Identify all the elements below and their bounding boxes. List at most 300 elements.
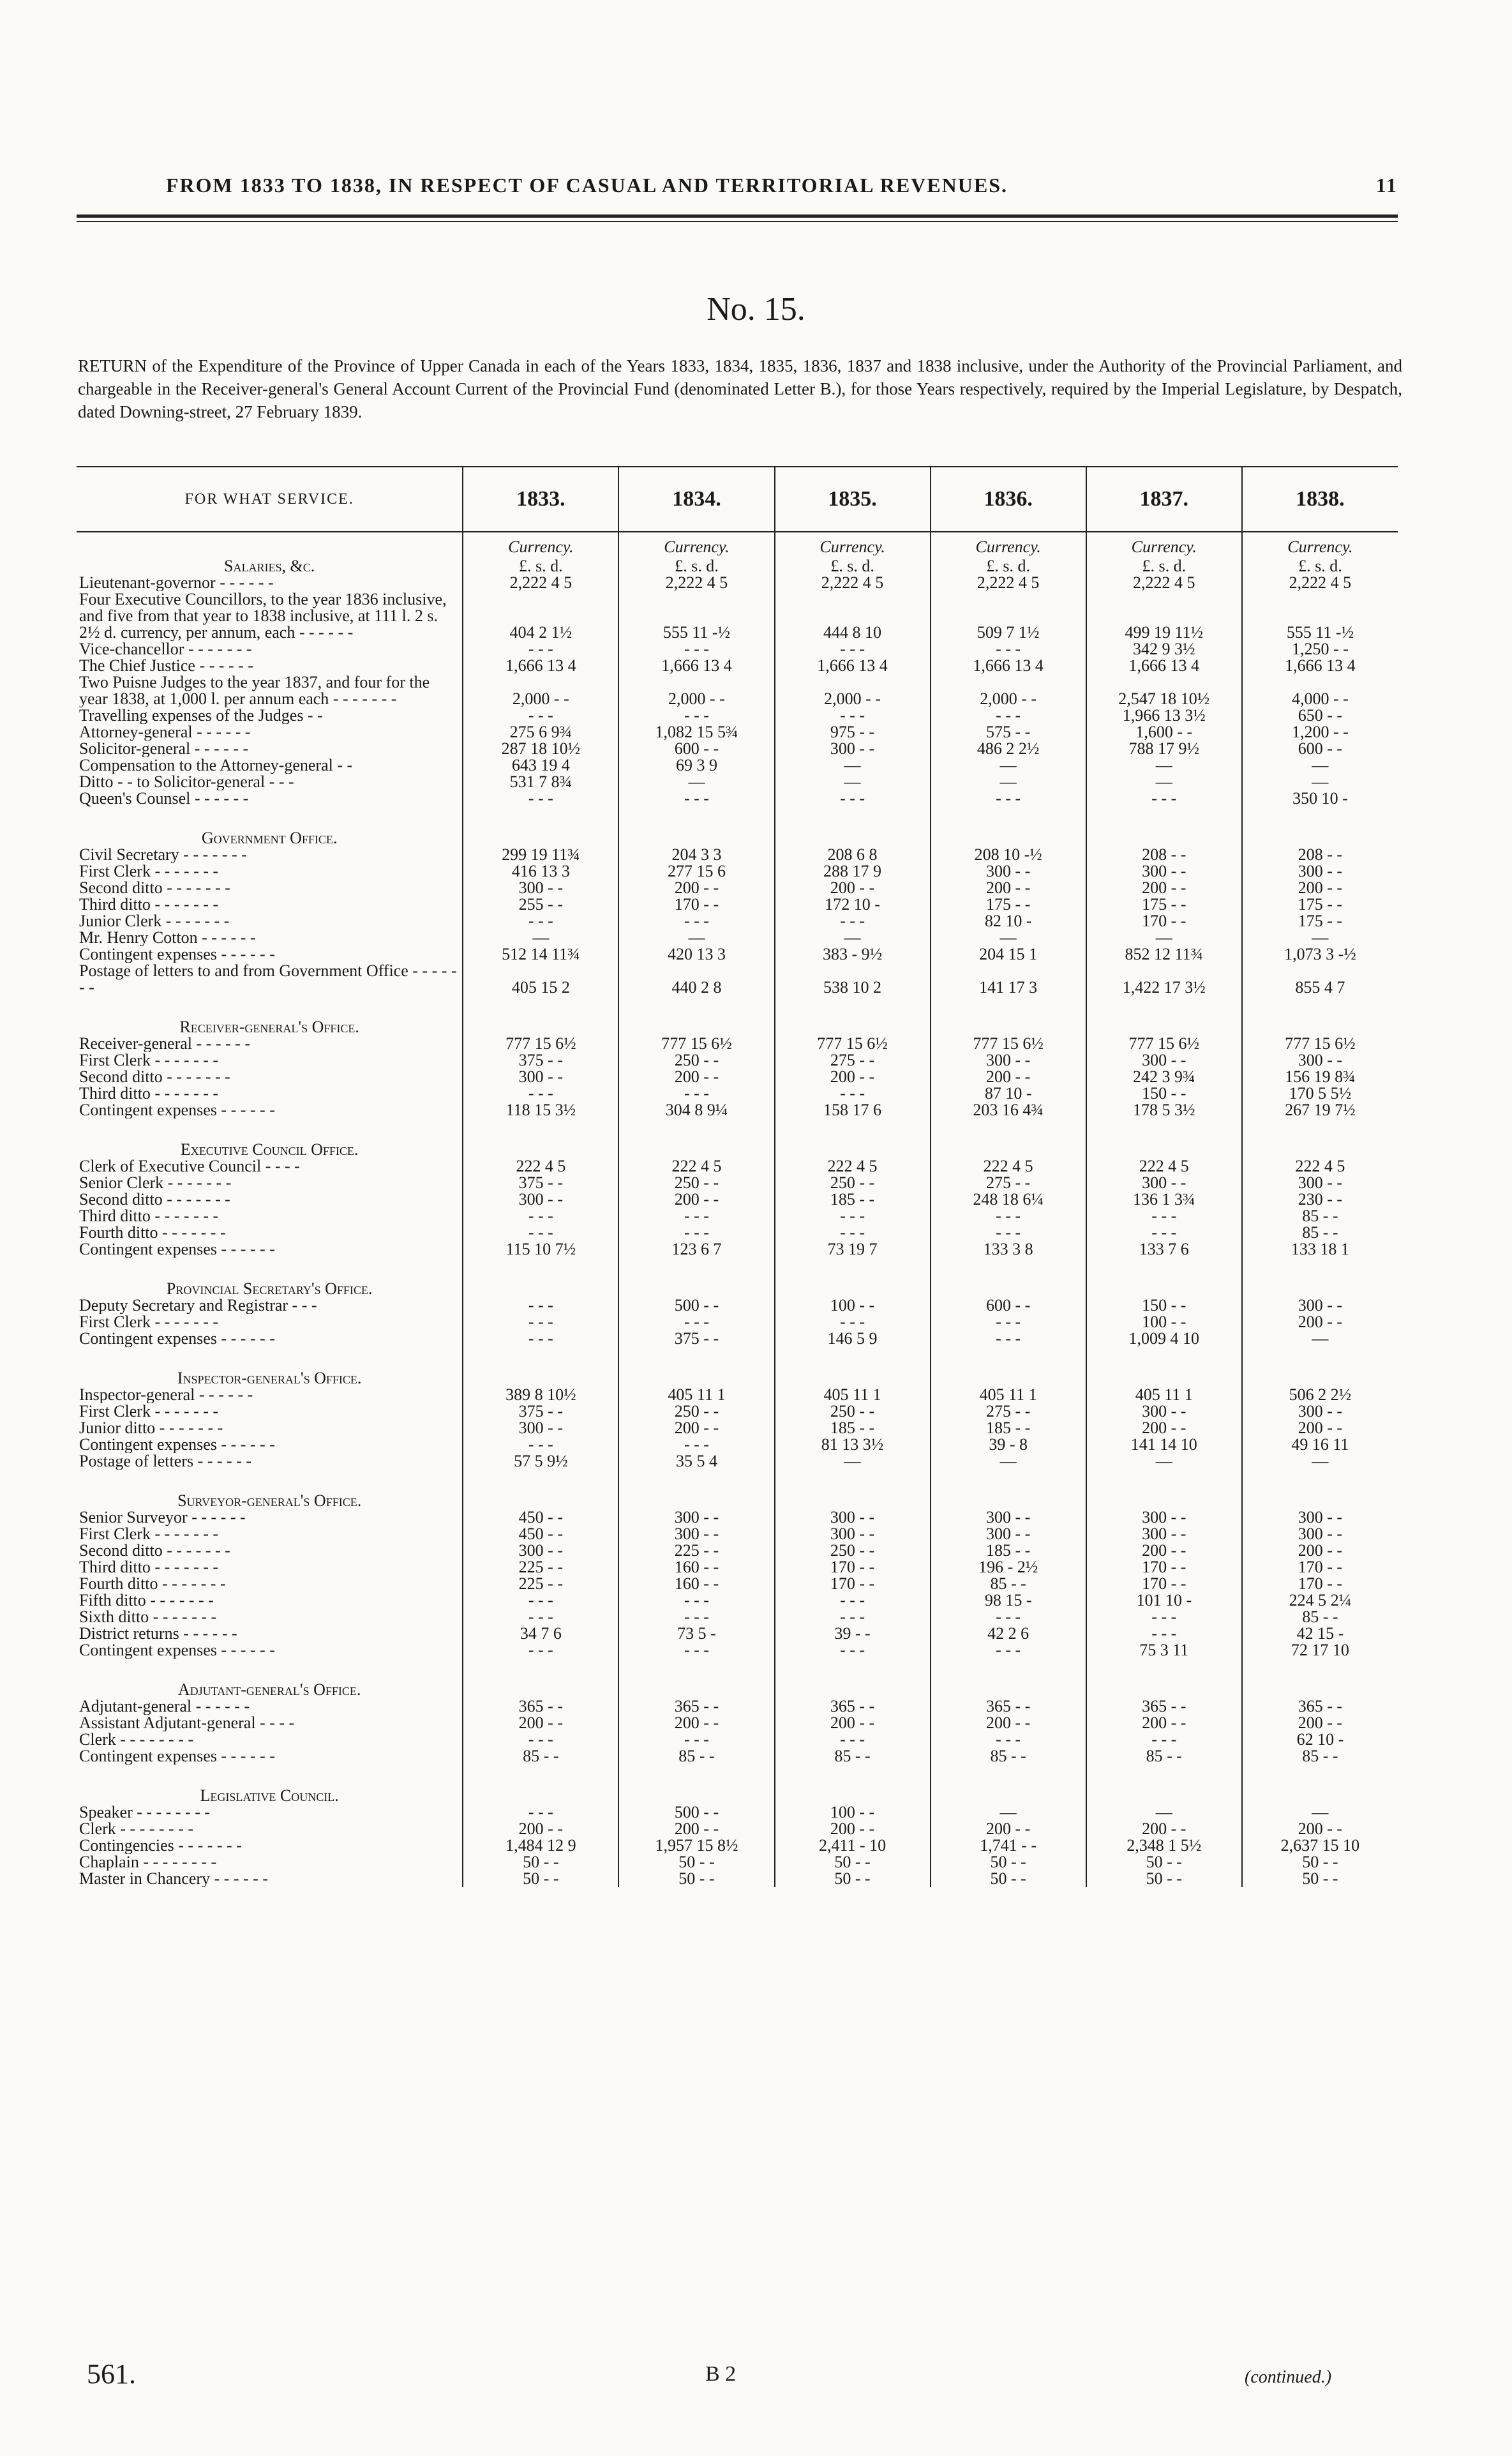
amount-cell: 42 2 6 <box>931 1625 1086 1642</box>
unit-label: £. s. d. <box>775 555 931 575</box>
amount-cell: 405 15 2 <box>463 963 618 996</box>
table-row <box>77 1052 1398 1069</box>
amount-cell: 50 - - <box>1086 1871 1242 1887</box>
amount-cell: 225 - - <box>463 1559 618 1576</box>
table-row <box>77 707 1398 724</box>
intro-paragraph: RETURN of the Expenditure of the Province of Upper Canada in each of the Years 1833, 1834, 1835, 1836, 1837 and 1838 inclusive, under the Authority of the Provincial Parliament, and chargeable in the Receiver-general's General Account Current of the Provincial Fund (denominated Letter B.), for those Years respectively, required by the Imperial Legislature, by Despatch, dated Downing-street, 27 February 1839. <box>78 356 1402 421</box>
table-row <box>77 1387 1398 1403</box>
table-row <box>77 1526 1398 1542</box>
amount-cell: - - - <box>618 1731 774 1748</box>
table-row <box>77 1559 1398 1576</box>
amount-cell: — <box>618 774 774 790</box>
amount-cell: - - - <box>618 1609 774 1625</box>
amount-cell: 133 18 1 <box>1242 1241 1398 1258</box>
amount-cell: 250 - - <box>775 1175 931 1191</box>
table-row <box>77 896 1398 913</box>
amount-cell: 2,222 4 5 <box>775 575 931 591</box>
amount-cell: 1,741 - - <box>931 1837 1086 1854</box>
amount-cell: - - - <box>618 790 774 807</box>
amount-cell: 200 - - <box>1242 1314 1398 1330</box>
amount-cell: 200 - - <box>775 1715 931 1731</box>
amount-cell: 208 6 8 <box>775 847 931 863</box>
amount-cell: 1,422 17 3½ <box>1086 963 1242 996</box>
amount-cell: - - - <box>618 1208 774 1224</box>
table-row <box>77 790 1398 807</box>
table-row <box>77 1698 1398 1715</box>
amount-cell: 200 - - <box>1086 1715 1242 1731</box>
section-heading: Legislative Council. <box>200 1786 339 1804</box>
amount-cell: 85 - - <box>1242 1208 1398 1224</box>
page-header <box>166 174 1398 199</box>
row-label: Second ditto - - - - - - - <box>79 1069 230 1085</box>
amount-cell: 250 - - <box>775 1403 931 1420</box>
amount-cell: 288 17 9 <box>775 863 931 880</box>
amount-cell: 2,000 - - <box>618 674 774 707</box>
amount-cell: 300 - - <box>618 1509 774 1526</box>
amount-cell: - - - <box>1086 1731 1242 1748</box>
amount-cell: 123 6 7 <box>618 1241 774 1258</box>
row-label: Civil Secretary - - - - - - - <box>79 847 247 863</box>
amount-cell: - - - <box>775 1592 931 1609</box>
amount-cell: 1,009 4 10 <box>1086 1330 1242 1347</box>
section-heading: Executive Council Office. <box>180 1140 359 1158</box>
amount-cell: 777 15 6½ <box>931 1036 1086 1052</box>
amount-cell: 300 - - <box>1242 1297 1398 1314</box>
table-row <box>77 1837 1398 1854</box>
row-label: First Clerk - - - - - - - <box>79 863 219 880</box>
amount-cell: - - - <box>931 641 1086 658</box>
amount-cell: - - - <box>1086 790 1242 807</box>
amount-cell: 555 11 -½ <box>1242 591 1398 641</box>
amount-cell: — <box>1086 1453 1242 1470</box>
amount-cell: 170 - - <box>1086 913 1242 930</box>
table-row <box>77 1069 1398 1085</box>
amount-cell: — <box>1242 930 1398 946</box>
amount-cell: 499 19 11½ <box>1086 591 1242 641</box>
row-label: Two Puisne Judges to the year 1837, and four for the year 1838, at 1,000 l. per annum each - - - - - - - <box>79 674 430 707</box>
amount-cell: - - - <box>463 1297 618 1314</box>
amount-cell: 98 15 - <box>931 1592 1086 1609</box>
amount-cell: 600 - - <box>1242 741 1398 757</box>
amount-cell: 852 12 11¾ <box>1086 946 1242 963</box>
amount-cell: 200 - - <box>1242 1715 1398 1731</box>
amount-cell: 50 - - <box>931 1871 1086 1887</box>
amount-cell: 531 7 8¾ <box>463 774 618 790</box>
amount-cell: 300 - - <box>463 1542 618 1559</box>
amount-cell: 118 15 3½ <box>463 1102 618 1119</box>
amount-cell: - - - <box>463 1731 618 1748</box>
amount-cell: 200 - - <box>618 1715 774 1731</box>
row-label: Junior Clerk - - - - - - - <box>79 913 230 930</box>
amount-cell: - - - <box>463 707 618 724</box>
amount-cell: 100 - - <box>775 1804 931 1821</box>
amount-cell: 150 - - <box>1086 1085 1242 1102</box>
amount-cell: 200 - - <box>1242 1420 1398 1436</box>
amount-cell: 242 3 9¾ <box>1086 1069 1242 1085</box>
page-number: 11 <box>1375 174 1398 197</box>
amount-cell: 208 - - <box>1242 847 1398 863</box>
amount-cell: - - - <box>931 1731 1086 1748</box>
currency-label: Currency. <box>1242 532 1398 555</box>
year-header: 1833. <box>463 467 618 532</box>
row-label: Junior ditto - - - - - - - <box>79 1420 223 1436</box>
amount-cell: 170 - - <box>775 1559 931 1576</box>
expenditure-table <box>77 466 1398 1887</box>
amount-cell: 365 - - <box>775 1698 931 1715</box>
amount-cell: — <box>618 930 774 946</box>
amount-cell: 224 5 2¼ <box>1242 1592 1398 1609</box>
row-label: First Clerk - - - - - - - <box>79 1403 219 1420</box>
amount-cell: - - - <box>775 1642 931 1659</box>
section-heading: Provincial Secretary's Office. <box>166 1279 373 1297</box>
table-row <box>77 1804 1398 1821</box>
amount-cell: 185 - - <box>931 1420 1086 1436</box>
amount-cell: 200 - - <box>618 1821 774 1837</box>
amount-cell: 85 - - <box>931 1576 1086 1592</box>
amount-cell: 1,666 13 4 <box>775 658 931 674</box>
amount-cell: 300 - - <box>931 1509 1086 1526</box>
section-heading: Receiver-general's Office. <box>179 1018 359 1036</box>
amount-cell: 1,073 3 -½ <box>1242 946 1398 963</box>
amount-cell: 175 - - <box>1242 913 1398 930</box>
amount-cell: 500 - - <box>618 1297 774 1314</box>
row-label: Sixth ditto - - - - - - - <box>79 1609 217 1625</box>
amount-cell: 170 - - <box>618 896 774 913</box>
amount-cell: 75 3 11 <box>1086 1642 1242 1659</box>
amount-cell: - - - <box>775 707 931 724</box>
amount-cell: 200 - - <box>618 1420 774 1436</box>
amount-cell: 200 - - <box>931 880 1086 896</box>
amount-cell: 440 2 8 <box>618 963 774 996</box>
amount-cell: 208 - - <box>1086 847 1242 863</box>
year-header: 1835. <box>775 467 931 532</box>
amount-cell: 101 10 - <box>1086 1592 1242 1609</box>
table-row <box>77 1453 1398 1470</box>
amount-cell: 275 - - <box>931 1403 1086 1420</box>
amount-cell: 156 19 8¾ <box>1242 1069 1398 1085</box>
amount-cell: - - - <box>775 790 931 807</box>
section-row <box>77 1258 1398 1297</box>
amount-cell: 575 - - <box>931 724 1086 741</box>
amount-cell: 512 14 11¾ <box>463 946 618 963</box>
amount-cell: - - - <box>775 1609 931 1625</box>
row-label: Third ditto - - - - - - - <box>79 1208 219 1224</box>
amount-cell: 200 - - <box>1086 1542 1242 1559</box>
amount-cell: — <box>775 930 931 946</box>
row-label: Four Executive Councillors, to the year 1836 inclusive, and five from that year to 1838 inclusive, at 111 l. 2 s. 2½ d. currency, per annum, each - - - - - - <box>79 591 447 641</box>
amount-cell: 50 - - <box>463 1854 618 1871</box>
amount-cell: 200 - - <box>931 1821 1086 1837</box>
currency-row <box>77 532 1398 555</box>
amount-cell: 777 15 6½ <box>775 1036 931 1052</box>
amount-cell: - - - <box>618 641 774 658</box>
amount-cell: 39 - - <box>775 1625 931 1642</box>
amount-cell: 375 - - <box>618 1330 774 1347</box>
amount-cell: - - - <box>775 1314 931 1330</box>
amount-cell: - - - <box>931 1642 1086 1659</box>
amount-cell: 85 - - <box>775 1748 931 1765</box>
amount-cell: 389 8 10½ <box>463 1387 618 1403</box>
row-label: Travelling expenses of the Judges - - <box>79 707 323 724</box>
currency-label: Currency. <box>931 532 1086 555</box>
amount-cell: 170 - - <box>1242 1559 1398 1576</box>
amount-cell: - - - <box>775 1731 931 1748</box>
table-body <box>77 532 1398 1887</box>
amount-cell: 50 - - <box>1086 1854 1242 1871</box>
amount-cell: 1,484 12 9 <box>463 1837 618 1854</box>
amount-cell: - - - <box>931 790 1086 807</box>
amount-cell: 365 - - <box>618 1698 774 1715</box>
amount-cell: 299 19 11¾ <box>463 847 618 863</box>
amount-cell: 185 - - <box>775 1191 931 1208</box>
amount-cell: - - - <box>931 1208 1086 1224</box>
amount-cell: 50 - - <box>1242 1871 1398 1887</box>
amount-cell: 1,666 13 4 <box>463 658 618 674</box>
amount-cell: 50 - - <box>618 1871 774 1887</box>
table-row <box>77 1592 1398 1609</box>
row-label: Attorney-general - - - - - - <box>79 724 251 741</box>
amount-cell: 450 - - <box>463 1509 618 1526</box>
amount-cell: 365 - - <box>931 1698 1086 1715</box>
table-row <box>77 1625 1398 1642</box>
amount-cell: 62 10 - <box>1242 1731 1398 1748</box>
table-row <box>77 575 1398 591</box>
row-label: Senior Surveyor - - - - - - <box>79 1509 246 1526</box>
table-row <box>77 1871 1398 1887</box>
amount-cell: - - - <box>775 641 931 658</box>
amount-cell: 375 - - <box>463 1052 618 1069</box>
amount-cell: 250 - - <box>618 1403 774 1420</box>
amount-cell: 304 8 9¼ <box>618 1102 774 1119</box>
row-label: Chaplain - - - - - - - - <box>79 1854 217 1871</box>
unit-label: £. s. d. <box>463 555 618 575</box>
amount-cell: - - - <box>931 1314 1086 1330</box>
amount-cell: - - - <box>618 707 774 724</box>
amount-cell: 73 19 7 <box>775 1241 931 1258</box>
row-label: Contingent expenses - - - - - - <box>79 1642 275 1659</box>
amount-cell: — <box>775 774 931 790</box>
row-label: Contingent expenses - - - - - - <box>79 946 275 963</box>
amount-cell: - - - <box>463 1592 618 1609</box>
amount-cell: 300 - - <box>463 1420 618 1436</box>
table-row <box>77 847 1398 863</box>
amount-cell: 300 - - <box>931 1526 1086 1542</box>
amount-cell: 85 - - <box>463 1748 618 1765</box>
amount-cell: - - - <box>463 1224 618 1241</box>
amount-cell: 200 - - <box>618 1069 774 1085</box>
table-row <box>77 591 1398 641</box>
amount-cell: 141 17 3 <box>931 963 1086 996</box>
amount-cell: - - - <box>463 1314 618 1330</box>
amount-cell: 4,000 - - <box>1242 674 1398 707</box>
table-row <box>77 1576 1398 1592</box>
row-label: Second ditto - - - - - - - <box>79 1542 230 1559</box>
amount-cell: 1,200 - - <box>1242 724 1398 741</box>
amount-cell: 486 2 2½ <box>931 741 1086 757</box>
amount-cell: 200 - - <box>618 1191 774 1208</box>
footer-folio: 561. <box>87 2358 136 2390</box>
table-row <box>77 1208 1398 1224</box>
amount-cell: 538 10 2 <box>775 963 931 996</box>
amount-cell: — <box>1242 1453 1398 1470</box>
row-label: Receiver-general - - - - - - <box>79 1036 250 1052</box>
amount-cell: - - - <box>463 790 618 807</box>
amount-cell: 1,250 - - <box>1242 641 1398 658</box>
table-row <box>77 1158 1398 1175</box>
amount-cell: 200 - - <box>1242 1821 1398 1837</box>
amount-cell: 178 5 3½ <box>1086 1102 1242 1119</box>
amount-cell: 275 - - <box>775 1052 931 1069</box>
table-row <box>77 1854 1398 1871</box>
amount-cell: 39 - 8 <box>931 1436 1086 1453</box>
table-row <box>77 1085 1398 1102</box>
table-row <box>77 1036 1398 1052</box>
amount-cell: 50 - - <box>1242 1854 1398 1871</box>
amount-cell: 50 - - <box>463 1871 618 1887</box>
unit-label: £. s. d. <box>931 555 1086 575</box>
amount-cell: 1,666 13 4 <box>1086 658 1242 674</box>
amount-cell: 170 - - <box>1242 1576 1398 1592</box>
section-heading: Surveyor-general's Office. <box>177 1491 362 1509</box>
row-label: Lieutenant-governor - - - - - - <box>79 575 274 591</box>
amount-cell: 287 18 10½ <box>463 741 618 757</box>
row-label: First Clerk - - - - - - - <box>79 1052 219 1069</box>
amount-cell: — <box>463 930 618 946</box>
amount-cell: 405 11 1 <box>931 1387 1086 1403</box>
table-row <box>77 674 1398 707</box>
row-label: Contingent expenses - - - - - - <box>79 1436 275 1453</box>
row-label: Adjutant-general - - - - - - <box>79 1698 250 1715</box>
amount-cell: 777 15 6½ <box>1242 1036 1398 1052</box>
amount-cell: 158 17 6 <box>775 1102 931 1119</box>
table-row <box>77 1314 1398 1330</box>
amount-cell: 365 - - <box>1242 1698 1398 1715</box>
amount-cell: - - - <box>775 1208 931 1224</box>
amount-cell: 300 - - <box>1086 1509 1242 1526</box>
amount-cell: 175 - - <box>1086 896 1242 913</box>
amount-cell: 365 - - <box>463 1698 618 1715</box>
amount-cell: 208 10 -½ <box>931 847 1086 863</box>
amount-cell: 855 4 7 <box>1242 963 1398 996</box>
row-label: Clerk - - - - - - - - <box>79 1731 194 1748</box>
currency-label: Currency. <box>618 532 774 555</box>
row-label: Solicitor-general - - - - - - <box>79 741 249 757</box>
amount-cell: 300 - - <box>1086 1526 1242 1542</box>
amount-cell: 42 15 - <box>1242 1625 1398 1642</box>
amount-cell: - - - <box>463 1642 618 1659</box>
amount-cell: 200 - - <box>463 1715 618 1731</box>
amount-cell: — <box>1086 1804 1242 1821</box>
row-label: Mr. Henry Cotton - - - - - - <box>79 930 256 946</box>
table-row <box>77 1191 1398 1208</box>
amount-cell: 136 1 3¾ <box>1086 1191 1242 1208</box>
amount-cell: 170 - - <box>775 1576 931 1592</box>
amount-cell: 200 - - <box>931 1715 1086 1731</box>
row-label: Queen's Counsel - - - - - - <box>79 790 249 807</box>
amount-cell: 160 - - <box>618 1576 774 1592</box>
table-row <box>77 1175 1398 1191</box>
table-row <box>77 1403 1398 1420</box>
amount-cell: 777 15 6½ <box>1086 1036 1242 1052</box>
year-header-row <box>77 467 1398 532</box>
table-row <box>77 1509 1398 1526</box>
amount-cell: - - - <box>775 1085 931 1102</box>
row-label: Compensation to the Attorney-general - - <box>79 757 353 774</box>
year-header: 1836. <box>931 467 1086 532</box>
amount-cell: 365 - - <box>1086 1698 1242 1715</box>
table-row <box>77 1241 1398 1258</box>
amount-cell: 170 - - <box>1086 1576 1242 1592</box>
row-label: Postage of letters to and from Government Office - - - - - - - <box>79 963 457 996</box>
amount-cell: 300 - - <box>1242 1509 1398 1526</box>
amount-cell: 1,082 15 5¾ <box>618 724 774 741</box>
row-label: Contingent expenses - - - - - - <box>79 1748 275 1765</box>
amount-cell: 416 13 3 <box>463 863 618 880</box>
row-label: Deputy Secretary and Registrar - - - <box>79 1297 317 1314</box>
amount-cell: 2,000 - - <box>931 674 1086 707</box>
table-row <box>77 1542 1398 1559</box>
amount-cell: 300 - - <box>931 863 1086 880</box>
section-heading: Adjutant-general's Office. <box>177 1680 361 1698</box>
amount-cell: 85 - - <box>1242 1609 1398 1625</box>
section-row <box>77 1765 1398 1804</box>
amount-cell: 1,666 13 4 <box>618 658 774 674</box>
table-row <box>77 1731 1398 1748</box>
amount-cell: 222 4 5 <box>463 1158 618 1175</box>
unit-label: £. s. d. <box>1086 555 1242 575</box>
amount-cell: - - - <box>931 707 1086 724</box>
row-label: Contingent expenses - - - - - - <box>79 1241 275 1258</box>
amount-cell: - - - <box>1086 1224 1242 1241</box>
amount-cell: - - - <box>463 641 618 658</box>
row-label: Contingent expenses - - - - - - <box>79 1102 275 1119</box>
amount-cell: - - - <box>463 1330 618 1347</box>
amount-cell: 2,000 - - <box>463 674 618 707</box>
amount-cell: - - - <box>618 1436 774 1453</box>
amount-cell: - - - <box>775 913 931 930</box>
amount-cell: 275 - - <box>931 1175 1086 1191</box>
table-row <box>77 1330 1398 1347</box>
section-heading: Salaries, &c. <box>224 557 315 575</box>
amount-cell: 350 10 - <box>1242 790 1398 807</box>
section-row <box>77 996 1398 1036</box>
header-rule <box>77 215 1398 218</box>
row-label: Vice-chancellor - - - - - - - <box>79 641 252 658</box>
table-row <box>77 1420 1398 1436</box>
amount-cell: - - - <box>931 1224 1086 1241</box>
amount-cell: 200 - - <box>775 1069 931 1085</box>
table-row <box>77 741 1398 757</box>
amount-cell: 69 3 9 <box>618 757 774 774</box>
table-row <box>77 1224 1398 1241</box>
amount-cell: — <box>1242 774 1398 790</box>
amount-cell: 170 - - <box>1086 1559 1242 1576</box>
amount-cell: - - - <box>1086 1609 1242 1625</box>
amount-cell: 342 9 3½ <box>1086 641 1242 658</box>
unit-label: £. s. d. <box>618 555 774 575</box>
amount-cell: - - - <box>618 1314 774 1330</box>
amount-cell: 133 7 6 <box>1086 1241 1242 1258</box>
currency-label: Currency. <box>775 532 931 555</box>
unit-label: £. s. d. <box>1242 555 1398 575</box>
amount-cell: 405 11 1 <box>618 1387 774 1403</box>
amount-cell: — <box>931 930 1086 946</box>
amount-cell: 300 - - <box>1086 1052 1242 1069</box>
amount-cell: 1,666 13 4 <box>931 658 1086 674</box>
amount-cell: 300 - - <box>775 1509 931 1526</box>
amount-cell: — <box>1242 757 1398 774</box>
amount-cell: 2,547 18 10½ <box>1086 674 1242 707</box>
